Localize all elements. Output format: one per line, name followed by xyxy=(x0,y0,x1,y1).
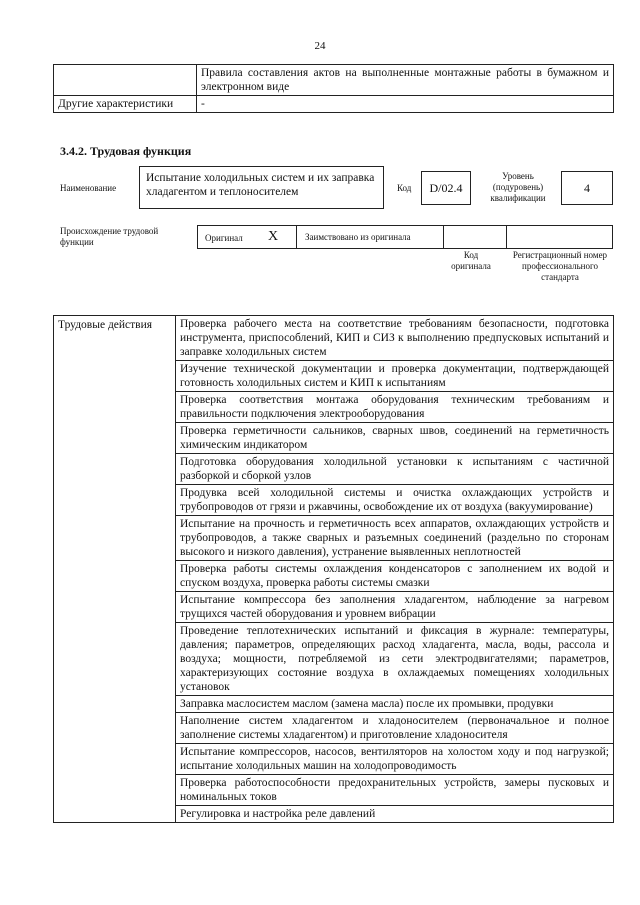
labor-actions-label: Трудовые действия xyxy=(54,316,176,823)
list-item: Проверка рабочего места на соответствие требованиям безопасности, подготовка инструмента, приспособлений, КИП и СИЗ к выполнению предпусковых испытаний и заправке холодильных систем xyxy=(176,316,614,361)
section-title: 3.4.2. Трудовая функция xyxy=(60,144,192,158)
code-caption: Код оригинала xyxy=(451,250,491,271)
function-code-box: D/02.4 xyxy=(421,171,471,205)
list-item: Проверка работоспособности предохранительных устройств, замеры пусковых и номинальных токов xyxy=(176,775,614,806)
table-row xyxy=(54,96,614,113)
original-label: Оригинал xyxy=(205,233,243,243)
name-label: Наименование xyxy=(60,183,117,193)
borrowed-label: Заимствовано из оригинала xyxy=(305,232,411,242)
function-name-box: Испытание холодильных систем и их заправка хладагентом и теплоносителем xyxy=(139,166,384,209)
list-item: Наполнение систем хладагентом и хладоносителем (первоначальное и полное заполнение системы хладагентом) и приготовление хладоносителя xyxy=(176,713,614,744)
reg-caption: Регистрационный номер профессионального стандарта xyxy=(512,250,608,282)
reg-cell xyxy=(506,225,613,249)
code-cell xyxy=(443,225,507,249)
origin-row xyxy=(197,225,613,249)
list-item: Подготовка оборудования холодильной установки к испытаниям с частичной разборкой и сборкой узлов xyxy=(176,454,614,485)
row-label: Другие характеристики xyxy=(54,96,197,113)
code-label: Код xyxy=(397,183,412,193)
list-item: Проверка работы системы охлаждения конденсаторов с заполнением их водой и спуском воздуха, проверка работы системы смазки xyxy=(176,561,614,592)
list-item: Заправка маслосистем маслом (замена масла) после их промывки, продувки xyxy=(176,696,614,713)
list-item: Испытание компрессора без заполнения хладагентом, наблюдение за нагревом трущихся частей оборудования и уровнем вибрации xyxy=(176,592,614,623)
table-row xyxy=(54,65,614,96)
borrowed-cell xyxy=(296,225,444,249)
characteristics-table xyxy=(53,64,614,113)
original-cell xyxy=(197,225,297,249)
labor-actions-table xyxy=(53,315,614,823)
list-item: Проверка герметичности сальников, сварных швов, соединений на герметичность химическим индикатором xyxy=(176,423,614,454)
list-item: Продувка всей холодильной системы и очистка охлаждающих устройств и трубопроводов от грязи и ржавчины, освобождение их от воздуха (вакуумирование) xyxy=(176,485,614,516)
original-mark: X xyxy=(268,229,279,244)
level-box: 4 xyxy=(561,171,613,205)
list-item: Проведение теплотехнических испытаний и фиксация в журнале: температуры, давления; параметров, определяющих расход хладагента, масла, воды, рассола и воздуха; мощности, потребляемой из сети электродвигателями; параметров, характеризующих состояние воздуха в охлаждаемых помещениях холодильных установок xyxy=(176,623,614,696)
origin-label: Происхождение трудовой функции xyxy=(60,226,159,247)
row-value: Правила составления актов на выполненные монтажные работы в бумажном и электронном виде xyxy=(197,65,614,96)
row-label xyxy=(54,65,197,96)
table-row xyxy=(54,316,614,361)
page-number: 24 xyxy=(314,40,326,52)
list-item: Регулировка и настройка реле давлений xyxy=(176,806,614,823)
list-item: Изучение технической документации и проверка документации, подтверждающей готовность холодильных систем и КИП к испытаниям xyxy=(176,361,614,392)
list-item: Испытание компрессоров, насосов, вентиляторов на холостом ходу и под нагрузкой; испытание холодильных машин на холодопроводимость xyxy=(176,744,614,775)
level-label: Уровень (подуровень) квалификации xyxy=(490,171,546,203)
row-value: - xyxy=(197,96,614,113)
list-item: Испытание на прочность и герметичность всех аппаратов, охлаждающих устройств и трубопроводов, а также сварных и разъемных соединений (раздельно по сторонам высокого и низкого давления), устранение выявленных неплотностей xyxy=(176,516,614,561)
list-item: Проверка соответствия монтажа оборудования техническим требованиям и правильности подключения электрооборудования xyxy=(176,392,614,423)
